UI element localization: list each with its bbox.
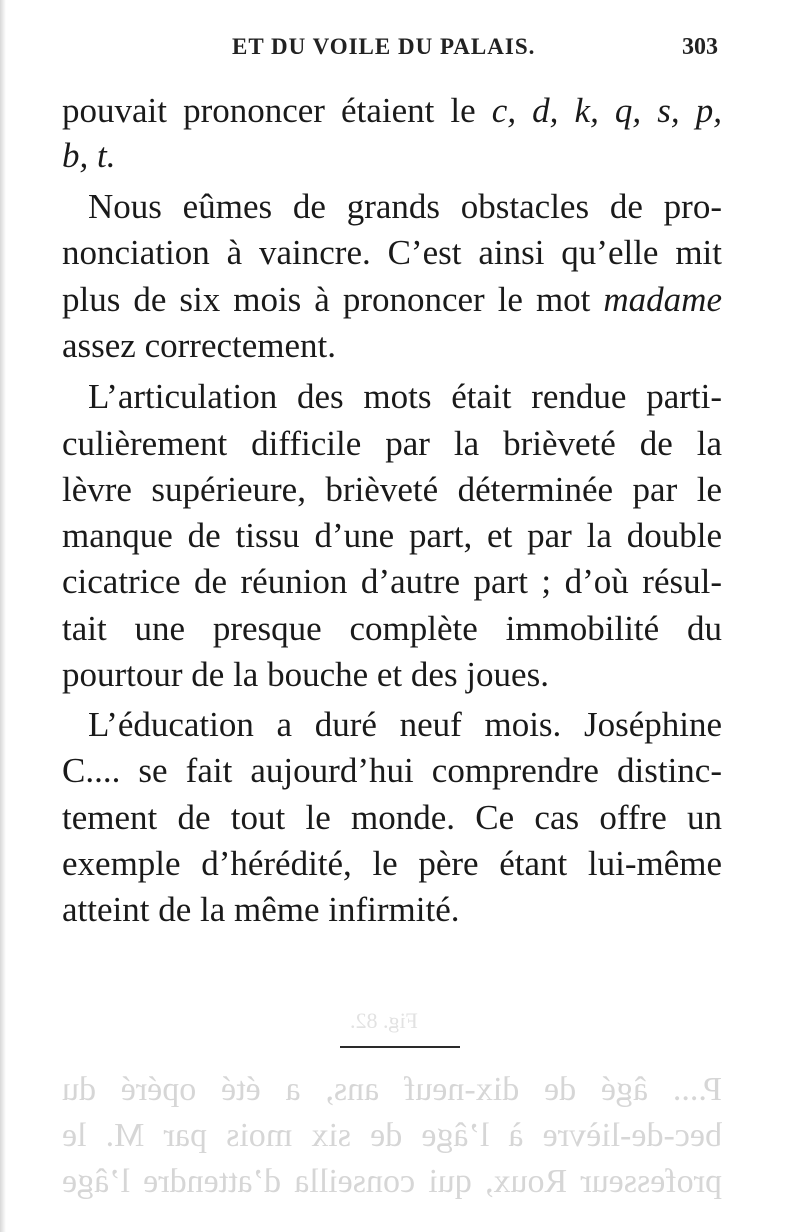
text-line-17: exemple d’hérédité, le père étant lui-même	[62, 844, 722, 883]
text-line-16: tement de tout le monde. Ce cas offre un	[62, 798, 722, 837]
text-line-1	[62, 88, 722, 133]
bleed-through-line-3: professeur Roux, qui conseilla d’attendre l’âge	[62, 1163, 722, 1200]
text-line-2	[62, 133, 722, 178]
text-line-10: manque de tissu d’une part, et par la double	[62, 516, 722, 555]
text-run: plus de six mois à prononcer le mot	[62, 280, 604, 319]
text-line-8: culièrement difficile par la brièveté de la	[62, 424, 722, 463]
text-line-11: cicatrice de réunion d’autre part ; d’où résul-	[62, 562, 722, 601]
bleed-through-caption: Fig. 82.	[350, 1008, 418, 1033]
running-head: ET DU VOILE DU PALAIS.	[232, 34, 536, 59]
text-line-3: Nous eûmes de grands obstacles de pro-	[88, 187, 722, 226]
text-line-15: C.... se fait aujourd’hui comprendre distinc-	[62, 751, 722, 790]
text-line-18: atteint de la même infirmité.	[62, 890, 460, 929]
text-line-13: pourtour de la bouche et des joues.	[62, 655, 549, 694]
page-gutter-shadow	[0, 0, 6, 1232]
bleed-through-line-1: P.... âgé de dix-neuf ans, a été opéré du	[62, 1071, 722, 1108]
page-number: 303	[682, 34, 718, 60]
text-line-12: tait une presque complète immobilité du	[62, 609, 722, 648]
italic-letters: b, t.	[62, 136, 116, 175]
bleed-through-line-2: bec-de-lièvre à l’âge de six mois par M. le	[62, 1117, 722, 1154]
text-line-5	[62, 277, 722, 322]
text-line-7: L’articulation des mots était rendue parti-	[88, 377, 722, 416]
text-line-4: nonciation à vaincre. C’est ainsi qu’elle mit	[62, 233, 722, 272]
italic-letters: c, d, k, q, s, p,	[491, 91, 722, 130]
text-line-14: L’éducation a duré neuf mois. Joséphine	[88, 705, 722, 744]
text-line-6: assez correctement.	[62, 326, 337, 365]
text-run: pouvait prononcer étaient le	[62, 91, 492, 130]
text-line-9: lèvre supérieure, brièveté déterminée par le	[62, 470, 722, 509]
italic-word: madame	[603, 280, 722, 319]
section-rule	[340, 1046, 460, 1048]
